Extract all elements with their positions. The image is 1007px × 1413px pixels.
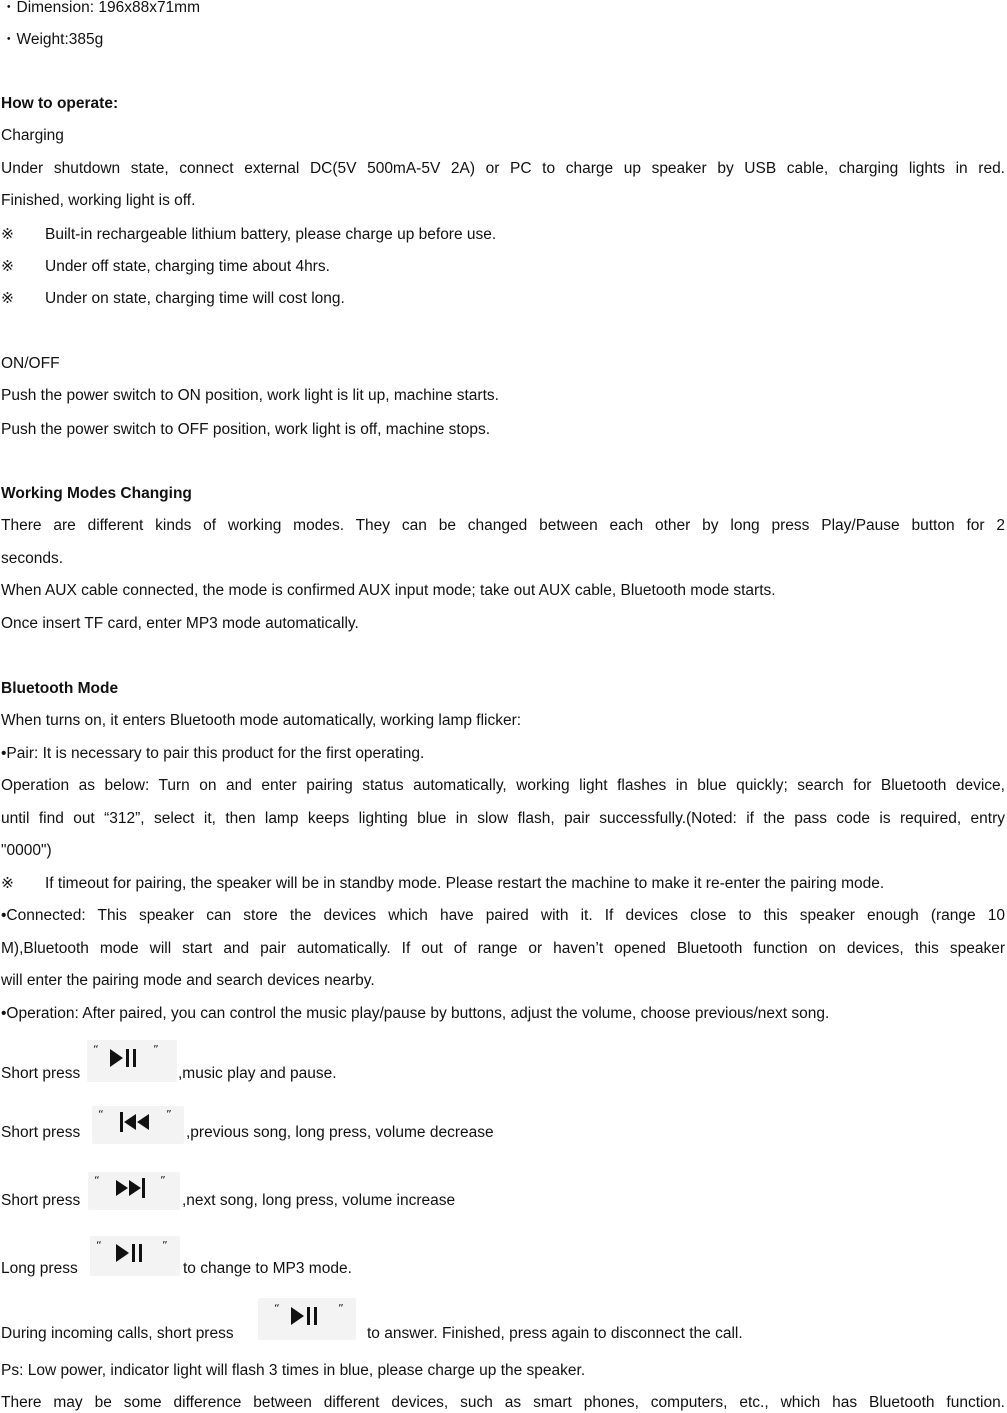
bluetooth-title: Bluetooth Mode <box>1 680 119 697</box>
charging-note-3: ※ Under on state, charging time will cost long. <box>1 290 345 307</box>
previous-icon <box>92 1106 184 1144</box>
charging-text-1: Under shutdown state, connect external DC(5V 500mA-5V 2A) or PC to charge up speaker by USB cable, charging lights in red. <box>1 160 1005 177</box>
bluetooth-text-3: Operation as below: Turn on and enter pairing status automatically, working light flashes in blue quickly; search for Bluetooth device, <box>1 777 1005 794</box>
note-mark: ※ <box>1 226 14 243</box>
charging-text-2: Finished, working light is off. <box>1 192 196 209</box>
spec-weight: ・Weight:385g <box>1 31 104 48</box>
svg-text:“: “ <box>94 1174 100 1187</box>
charging-title: Charging <box>1 127 64 144</box>
bluetooth-text-9: •Operation: After paired, you can control the music play/pause by buttons, adjust the volume, choose previous/next song. <box>1 1005 830 1022</box>
bluetooth-text-4: until find out “312”, select it, then lamp keeps lighting blue in slow flash, pair successfully.(Noted: if the pass code is required, entry <box>1 810 1005 827</box>
onoff-text-1: Push the power switch to ON position, work light is lit up, machine starts. <box>1 387 499 404</box>
modes-title: Working Modes Changing <box>1 485 192 502</box>
bluetooth-text-6: •Connected: This speaker can store the devices which have paired with it. If devices close to this speaker enough (range 10 <box>1 907 1005 924</box>
control-row-mp3-mode: Long press to change to MP3 mode. <box>1 1260 352 1277</box>
section-heading-operate: How to operate: <box>1 95 119 112</box>
svg-text:”: ” <box>166 1108 172 1121</box>
modes-text-1: There are different kinds of working modes. They can be changed between each other by long press Play/Pause button for 2 <box>1 517 1005 534</box>
note-mark: ※ <box>1 290 14 307</box>
onoff-title: ON/OFF <box>1 355 60 372</box>
bluetooth-text-8: will enter the pairing mode and search devices nearby. <box>1 972 375 989</box>
svg-text:“: “ <box>274 1302 280 1315</box>
modes-text-4: Once insert TF card, enter MP3 mode automatically. <box>1 615 359 632</box>
control-row-next: Short press ,next song, long press, volume increase <box>1 1192 456 1209</box>
charging-note-2: ※ Under off state, charging time about 4hrs. <box>1 258 330 275</box>
svg-text:”: ” <box>160 1174 166 1187</box>
svg-text:”: ” <box>162 1239 168 1252</box>
onoff-text-2: Push the power switch to OFF position, work light is off, machine stops. <box>1 421 491 438</box>
control-row-previous: Short press ,previous song, long press, volume decrease <box>1 1124 494 1141</box>
modes-text-3: When AUX cable connected, the mode is confirmed AUX input mode; take out AUX cable, Bluetooth mode starts. <box>1 582 776 599</box>
play-pause-icon <box>90 1236 180 1276</box>
last-line: There may be some difference between different devices, such as smart phones, computers, etc., which has Bluetooth function. <box>1 1394 1005 1411</box>
bluetooth-note: ※ If timeout for pairing, the speaker will be in standby mode. Please restart the machine to make it re-enter the pairing mode. <box>1 875 885 892</box>
bluetooth-text-7: M),Bluetooth mode will start and pair automatically. If out of range or haven’t opened Bluetooth function on devices, this speaker <box>1 940 1005 957</box>
bluetooth-text-2: •Pair: It is necessary to pair this product for the first operating. <box>1 745 425 762</box>
control-row-play-pause: Short press ,music play and pause. <box>1 1065 337 1082</box>
svg-text:”: ” <box>153 1043 159 1056</box>
spec-dimension: ・Dimension: 196x88x71mm <box>1 0 201 16</box>
note-mark: ※ <box>1 258 14 275</box>
svg-text:“: “ <box>96 1239 102 1252</box>
next-icon <box>88 1172 180 1210</box>
charging-note-1: ※ Built-in rechargeable lithium battery, please charge up before use. <box>1 226 497 243</box>
svg-text:“: “ <box>98 1108 104 1121</box>
svg-text:“: “ <box>93 1043 99 1056</box>
bluetooth-text-1: When turns on, it enters Bluetooth mode automatically, working lamp flicker: <box>1 712 522 729</box>
note-mark: ※ <box>1 875 14 892</box>
modes-text-2: seconds. <box>1 550 64 567</box>
ps-note: Ps: Low power, indicator light will flash 3 times in blue, please charge up the speaker. <box>1 1362 586 1379</box>
play-pause-icon <box>87 1040 177 1082</box>
control-row-answer-call: During incoming calls, short press to answer. Finished, press again to disconnect the call. <box>1 1325 743 1342</box>
play-pause-icon <box>258 1298 356 1340</box>
svg-text:”: ” <box>338 1302 344 1315</box>
bluetooth-text-5: "0000") <box>1 842 52 859</box>
